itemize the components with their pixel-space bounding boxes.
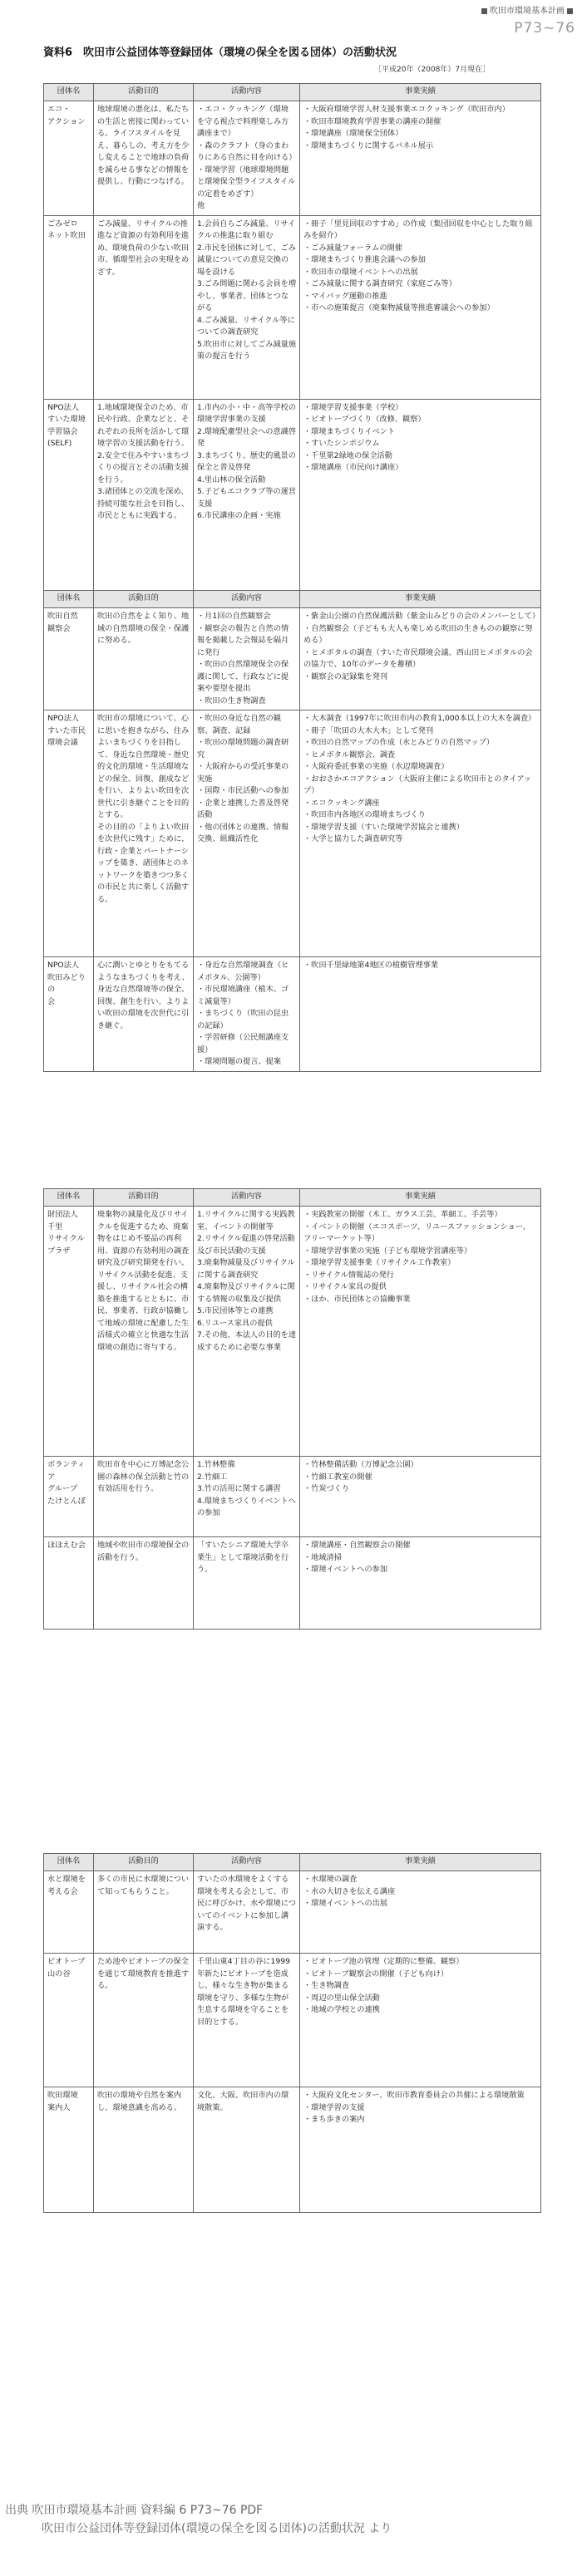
table-row [44, 1871, 541, 1954]
purpose-line: 吹田市を中心に万博記念公園の森林の保全活動と竹の有効活用を行う。 [97, 1460, 190, 1493]
source-line-2: 吹田市公益団体等登録団体(環境の保全を図る団体)の活動状況 より [42, 2522, 392, 2535]
activities-line: 6.市民講座の企画・実施 [197, 511, 281, 520]
cell-activities [194, 2087, 300, 2213]
running-header [343, 3, 575, 18]
activities-line: 他 [197, 201, 205, 210]
name-line: 吹田環境 [47, 2091, 78, 2100]
name-line: 千里 [47, 1222, 63, 1231]
results-line: ・吹田千里緑地第4地区の植樹管理事業 [303, 961, 439, 970]
results-line: ・吹田市の環境イベントへの出展 [303, 267, 418, 277]
table-row [44, 1954, 541, 2087]
cell-purpose [94, 101, 194, 216]
column-header: 活動目的 [94, 84, 194, 101]
cell-activities [194, 101, 300, 216]
column-header: 事業実績 [300, 591, 541, 608]
activities-line: 1.市内の小・中・高等学校の環境学習事業の支援 [197, 402, 297, 424]
cell-results [300, 101, 541, 216]
column-header: 事業実績 [300, 1189, 541, 1207]
activities-line: 1.会員自らごみ減量、リサイクルの推進に取り組む [197, 219, 296, 240]
activities-line: ・他の団体との連携、情報交換、組織活性化 [197, 822, 289, 843]
activities-line: ・国際・市民活動への参加 [197, 786, 289, 795]
cell-results [300, 1954, 541, 2087]
cell-name [44, 215, 94, 399]
name-line: ほほえむ会 [47, 1541, 86, 1550]
activity-table [43, 83, 541, 592]
results-line: ・環境学習支援事業（リサイクル工作教室） [303, 1258, 456, 1267]
table-header-row [44, 1189, 541, 1207]
column-header: 活動目的 [94, 1854, 194, 1871]
name-line: すいた環境 [47, 415, 86, 424]
activities-line: 3.竹の活用に関する講習 [197, 1484, 281, 1493]
results-line: ・ヒメボタルの調査（すいた市民環境会議、西山田ヒメボタルの会の協力で、10年のデータを蓄積） [303, 647, 533, 669]
cell-results [300, 608, 541, 710]
results-line: ・大阪府環境学習人材支援事業エコクッキング（吹田市内） [303, 105, 510, 114]
name-line: 吹田みどりの [47, 972, 86, 994]
results-line: ・環境まちづくりイベント [303, 426, 396, 436]
activities-line: 2.リサイクル促進の啓発活動及び市民活動の支援 [197, 1234, 295, 1256]
results-line: ・環境講座・自然観察会の開催 [303, 1541, 411, 1550]
cell-activities [194, 957, 300, 1072]
cell-purpose [94, 710, 194, 957]
activities-line: 3.ごみ問題に関わる会員を増やし、事業者、団体とつながる [197, 279, 297, 312]
results-line: ・環境講座（環境保全団体） [303, 129, 403, 138]
results-line: ・環境学習支援事業（学校） [303, 402, 403, 412]
column-header: 活動内容 [194, 591, 300, 608]
cell-activities [194, 608, 300, 710]
results-line: ・ごみ減量に関する調査研究（家庭ごみ等） [303, 279, 456, 288]
results-line: ・市への施策提言（廃棄物減量等推進審議会への参加） [303, 303, 495, 312]
activities-line: 4.廃棄物及びリサイクルに関する情報の収集及び提供 [197, 1282, 295, 1304]
purpose-line: 廃棄物の減量化及びリサイクルを促進するため、廃棄物をはじめ不要品の再利用、資源の有効利用の調査研究及び研究開発を行い、リサイクル活動を促進、支援し、リサイクル社会の構築を推進するとともに、市民、事業者、行政が協働して地域の環境に配慮した生活様式の確立と快適な生活環境の創造に寄与する。 [97, 1210, 190, 1352]
activities-line: 3.まちづくり、歴史的風景の保全と普及啓発 [197, 450, 296, 472]
activities-line: ・企業と連携した普及啓発活動 [197, 798, 289, 819]
cell-results [300, 1871, 541, 1954]
activities-line: ・月1回の自然観察会 [197, 612, 271, 621]
name-line: ネット吹田 [47, 231, 86, 240]
results-line: ・地域清掃 [303, 1552, 342, 1562]
purpose-line: ため池やビオトープの保全を通じて環境教育を推進する。 [97, 1957, 190, 1990]
name-line: リサイクル [47, 1234, 85, 1243]
cell-activities [194, 1537, 300, 1630]
table-header-row [44, 591, 541, 608]
cell-results [300, 215, 541, 399]
table-row [44, 215, 541, 399]
cell-purpose [94, 1954, 194, 2087]
table-row [44, 101, 541, 216]
cell-purpose [94, 215, 194, 399]
cell-activities [194, 1207, 300, 1457]
name-line: ごみゼロ [47, 219, 78, 229]
cell-results [300, 399, 541, 591]
activities-line: ・市民環境講座（植木、ゴミ減量等） [197, 985, 289, 1006]
cell-name [44, 608, 94, 710]
activities-line: 「すいたシニア環境大学卒業生」として環境活動を行う。 [197, 1541, 289, 1574]
activities-line: 4.里山林の保全活動 [197, 474, 266, 484]
square-icon [481, 8, 487, 14]
results-line: ・竹炭づくり [303, 1484, 350, 1493]
activities-line: ・吹田の身近な自然の観察、調査、記録 [197, 714, 282, 735]
results-line: ・紫金山公園の自然保護活動（紫金山みどりの会のメンバーとして） [303, 612, 540, 621]
column-header: 団体名 [44, 1189, 94, 1207]
cell-name [44, 399, 94, 591]
cell-results [300, 1457, 541, 1537]
table-row [44, 2087, 541, 2213]
name-line: アクション [47, 116, 86, 126]
activities-line: 1.リサイクルに関する実践教室、イベントの開催等 [197, 1210, 295, 1231]
cell-name [44, 101, 94, 216]
name-line: 財団法人 [47, 1210, 78, 1219]
results-line: ・環境講座（市民向け講座） [303, 463, 403, 472]
results-line: ・地域の学校との連携 [303, 2005, 380, 2014]
activities-line: ・環境問題の提言、提案 [197, 1057, 282, 1066]
purpose-line: 地球環境の悪化は、私たちの生活と密接に関わっている。ライフスタイルを見え、暮らしの、考え方を少し変えることで地球の負荷を減らせる事などの情報を提供し、行動につなげる。 [97, 105, 190, 186]
results-line: ・生き物調査 [303, 1981, 350, 1990]
results-line: ・自然観察会（子どもも大人も楽しめる吹田の生きものの観察に努める） [303, 623, 533, 645]
activities-line: 6.リユース家具の提供 [197, 1318, 273, 1328]
activities-line: ・吹田の生き物調査 [197, 696, 266, 705]
results-line: ・実践教室の開催（木工、ガラス工芸、革細工、手芸等） [303, 1210, 502, 1219]
activities-line: ・観察会の報告と自然の情報を掲載した会報誌を隔月に発行 [197, 623, 289, 657]
activities-line: 2.竹細工 [197, 1472, 228, 1482]
results-line: ・周辺の里山保全活動 [303, 1993, 380, 2003]
column-header: 活動内容 [194, 1189, 300, 1207]
cell-purpose [94, 1871, 194, 1954]
cell-activities [194, 1954, 300, 2087]
purpose-line: 多くの市民に水環境について知ってもらうこと。 [97, 1875, 190, 1896]
results-line: ・環境イベントへの出展 [303, 1899, 388, 1908]
results-line: ・千里第2緑地の保全活動 [303, 450, 392, 460]
results-line: ・まち歩きの案内 [303, 2115, 365, 2124]
name-line: 観察会 [47, 623, 71, 633]
name-line: プラザ [47, 1246, 71, 1256]
results-line: ・リサイクル情報誌の発行 [303, 1270, 394, 1280]
name-line: 学習協会 [47, 426, 78, 436]
results-line: ・吹田の自然マップの作成（水とみどりの自然マップ） [303, 738, 495, 747]
source-footer [0, 2486, 582, 2576]
cell-purpose [94, 399, 194, 591]
activity-table [43, 590, 541, 1072]
square-icon [567, 8, 573, 14]
cell-activities [194, 1871, 300, 1954]
name-line: NPO法人 [47, 402, 80, 412]
column-header: 団体名 [44, 84, 94, 101]
table-header-row [44, 1854, 541, 1871]
results-line: ・ほか、市民団体との協働事業 [303, 1294, 411, 1304]
activities-line: 1.竹林整備 [197, 1460, 235, 1469]
activities-line: 文化、大阪、吹田市内の環境散策。 [197, 2091, 289, 2112]
cell-results [300, 2087, 541, 2213]
activities-line: ・学習研修（公民館講座支援） [197, 1033, 289, 1054]
activities-line: 千里山東4丁目の谷に1999年新たにビオトープを造成し、様々な生き物が集まる環境を守り、多様な生物が生息する環境を守ることを目的とする。 [197, 1957, 290, 2027]
name-line: 案内人 [47, 2102, 71, 2112]
cell-results [300, 1537, 541, 1630]
activities-line: すいたの水環境をよくする環境を考える会として、市民に呼びかけ、水や環境についてのイベントに参加し講演する。 [197, 1875, 296, 1932]
table-row [44, 399, 541, 591]
cell-purpose [94, 2087, 194, 2213]
cell-purpose [94, 608, 194, 710]
source-line-1: 出典 吹田市環境基本計画 資料編 6 P73~76 PDF [5, 2504, 264, 2517]
column-header: 団体名 [44, 1854, 94, 1871]
results-line: ・ごみ減量フォーラムの開催 [303, 243, 402, 253]
name-line: NPO法人 [47, 961, 80, 970]
cell-name [44, 2087, 94, 2213]
column-header: 事業実績 [300, 84, 541, 101]
results-line: ・冊子「里見回収のすすめ」の作成（集団回収を中心とした取り組みを紹介） [303, 219, 533, 240]
activity-table [43, 1188, 541, 1630]
cell-activities [194, 215, 300, 399]
cell-results [300, 1207, 541, 1457]
activities-line: ・エコ・クッキング（環境を守る視点で料理楽しみ方講座まで） [197, 105, 289, 138]
column-header: 事業実績 [300, 1854, 541, 1871]
name-line: 環境会議 [47, 738, 78, 747]
column-header: 活動内容 [194, 1854, 300, 1871]
results-line: ・吹田市内各地区の環境まちづくり [303, 810, 426, 819]
cell-purpose [94, 1457, 194, 1537]
name-line: たけとんぼ [47, 1496, 86, 1506]
cell-purpose [94, 1207, 194, 1457]
purpose-line: 吹田の環境や自然を案内し、環境意識を高める。 [97, 2091, 182, 2112]
table-header-row [44, 84, 541, 101]
name-line: グループ [47, 1484, 78, 1493]
cell-results [300, 957, 541, 1072]
purpose-line: 吹田市の環境について、心に思いを抱きながら、住みよいまちづくりを目指して、身近な自然環境・歴史的文化的環境・生活環境などの保全、回復、創成などを行い、よりよい吹田を次世代に引き継ぐことを目的とする。 [97, 714, 190, 819]
results-line: ・ビオトープ池の管理（定期的に整備、観察） [303, 1957, 464, 1966]
name-line: NPO法人 [47, 714, 80, 723]
results-line: ・イベントの開催（エコスポーツ、リユースファッションショー、フリーマーケット等） [303, 1222, 530, 1243]
activities-line: 5.子どもエコクラブ等の運営支援 [197, 487, 297, 509]
table-row [44, 1457, 541, 1537]
results-line: ・ヒメボタル観察会、調査 [303, 750, 396, 760]
name-line: 吹田自然 [47, 612, 78, 621]
as-of-date: ［平成20年（2008年）7月現在］ [374, 66, 491, 74]
activities-line: 2.環境配慮型社会への意識啓発 [197, 426, 297, 448]
name-line: (SELF) [47, 439, 72, 448]
name-line: 山の谷 [47, 1969, 71, 1979]
cell-name [44, 1871, 94, 1954]
activities-line: ・吹田の自然環境保全の保護に関して、行政などに提案や要望を提出 [197, 660, 289, 693]
name-line: エコ・ [47, 105, 71, 114]
results-line: ・おおさかエコアクション（大阪府主催による吹田市とのタイアップ） [303, 774, 532, 795]
purpose-line: 1.地域環境保全のため、市民や行政、企業などと、それぞれの長所を活かして環境学習の支援活動を行う。 [97, 402, 190, 448]
results-line: ・観察会の記録集を発刊 [303, 671, 388, 681]
table-row [44, 608, 541, 710]
results-line: ・環境イベントへの参加 [303, 1565, 388, 1574]
column-header: 活動目的 [94, 591, 194, 608]
results-line: ・ビオトープ観察会の開催（子ども向け） [303, 1969, 449, 1979]
cell-results [300, 710, 541, 957]
cell-activities [194, 710, 300, 957]
results-line: ・吹田市環境教育学習事業の講座の開催 [303, 116, 441, 126]
purpose-line: ごみ減量、リサイクルの推進など資源の有効利用を進め、環境負荷の少ない吹田市、循環型社会の実現をめざす。 [97, 219, 190, 277]
results-line: ・環境学習事業の実施（子ども環境学習講座等） [303, 1246, 472, 1256]
name-line: 考える会 [47, 1886, 78, 1896]
activities-line: ・環境学習（地球環境問題と環境保全型ライフスタイルの定着をめざす） [197, 165, 296, 199]
activities-line: 4.ごみ減量、リサイクル等についての調査研究 [197, 315, 295, 337]
activities-line: ・森のクラフト（身のまわりにある自然に目を向ける） [197, 140, 297, 162]
cell-activities [194, 1457, 300, 1537]
results-line: ・大学と協力した調査研究等 [303, 834, 403, 843]
column-header: 団体名 [44, 591, 94, 608]
activity-table [43, 1853, 541, 2213]
table-row [44, 710, 541, 957]
cell-purpose [94, 957, 194, 1072]
purpose-line: 地域や吹田市の環境保全の活動を行う。 [97, 1541, 190, 1562]
purpose-line: その目的の「よりよい吹田を次世代に残す」ために、行政・企業とパートナーシップを築き、諸団体とのネットワークを築きつつ多くの市民と共に楽しく活動する。 [97, 822, 190, 904]
cell-purpose [94, 1537, 194, 1630]
activities-line: 7.その他、本法人の目的を達成するために必要な事業 [197, 1330, 297, 1352]
cell-name [44, 1537, 94, 1630]
running-title: 吹田市環境基本計画 [490, 7, 565, 16]
results-line: ・環境まちづくりに関するパネル展示 [303, 140, 434, 150]
purpose-line: 3.諸団体との交流を深め、持続可能な社会を目指し、市民とともに実践する。 [97, 487, 190, 520]
page-reference: P73~76 [514, 20, 575, 37]
results-line: ・環境学習の支援 [303, 2102, 365, 2112]
cell-activities [194, 399, 300, 591]
name-line: 会 [47, 996, 56, 1006]
results-line: ・水の大切さを伝える講座 [303, 1886, 396, 1896]
activities-line: ・大阪府からの受託事業の実施 [197, 762, 289, 784]
cell-name [44, 710, 94, 957]
cell-name [44, 1207, 94, 1457]
name-line: ビオトープ [47, 1957, 86, 1966]
cell-name [44, 957, 94, 1072]
activities-line: 4.環境まちづくりイベントへの参加 [197, 1496, 296, 1517]
name-line: すいた市民 [47, 725, 86, 735]
results-line: ・大阪府委託事業の実施（水辺環境調査） [303, 762, 449, 771]
activities-line: ・吹田の環境問題の調査研究 [197, 738, 289, 760]
table-row [44, 957, 541, 1072]
activities-line: ・まちづくり（吹田の昆虫の記録） [197, 1009, 289, 1030]
results-line: ・水環境の調査 [303, 1875, 358, 1884]
activities-line: 5.市民団体等との連携 [197, 1306, 274, 1315]
activities-line: 5.吹田市に対してごみ減量施策の提言を行う [197, 339, 297, 361]
results-line: ・ビオトープづくり（改修、観察） [303, 415, 426, 424]
activities-line: 2.市民を団体に対して、ごみ減量についての意見交換の場を設ける [197, 243, 296, 277]
results-line: ・すいたシンポジウム [303, 439, 380, 448]
table-row [44, 1537, 541, 1630]
results-line: ・竹細工教室の開催 [303, 1472, 372, 1482]
results-line: ・エコクッキング講座 [303, 798, 380, 808]
results-line: ・大木調査（1997年に吹田市内の教育1,000本以上の大木を調査） [303, 714, 536, 723]
name-line: 水と環境を [47, 1875, 86, 1884]
results-line: ・環境まちづくり推進会議への参加 [303, 255, 426, 264]
activities-line: 3.廃棄物減量及びリサイクルに関する調査研究 [197, 1258, 295, 1280]
purpose-line: 吹田の自然をよく知り、地域の自然環境の保全・保護に努める。 [97, 612, 190, 645]
name-line: ボランティア [47, 1460, 86, 1482]
cell-name [44, 1457, 94, 1537]
column-header: 活動目的 [94, 1189, 194, 1207]
results-line: ・大阪府文化センター、吹田市教育委員会の共催による環境散策 [303, 2091, 525, 2100]
results-line: ・マイバッグ運動の推進 [303, 291, 387, 301]
document-title: 資料6 吹田市公益団体等登録団体（環境の保全を図る団体）の活動状況 [43, 47, 397, 59]
table-row [44, 1207, 541, 1457]
activities-line: ・身近な自然環境調査（ヒメボタル、公園等） [197, 961, 289, 982]
purpose-line: 心に潤いとゆとりをもてるようなまちづくりを考え、身近な自然環境等の保全、回復、創生を行い、よりよい吹田の環境を次世代に引き継ぐ。 [97, 961, 190, 1030]
results-line: ・冊子「吹田の大木大木」として発刊 [303, 725, 434, 735]
cell-name [44, 1954, 94, 2087]
results-line: ・環境学習支援（すいた環境学習協会と連携） [303, 822, 464, 832]
column-header: 活動内容 [194, 84, 300, 101]
results-line: ・リサイクル家具の提供 [303, 1282, 387, 1291]
results-line: ・竹林整備活動（万博記念公園） [303, 1460, 418, 1469]
purpose-line: 2.安全で住みやすいまちづくりの提言とその活動支援を行う。 [97, 450, 190, 484]
